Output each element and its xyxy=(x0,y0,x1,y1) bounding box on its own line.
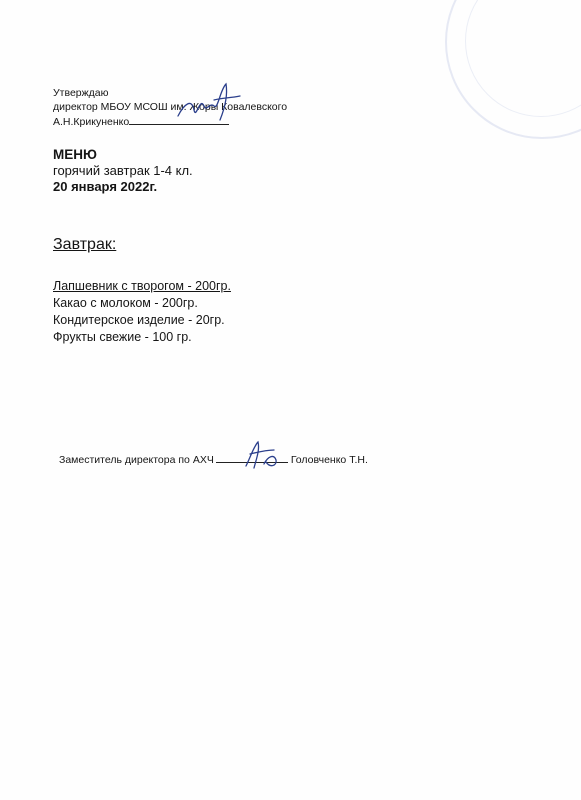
menu-subtitle: горячий завтрак 1-4 кл. xyxy=(53,163,193,178)
deputy-signature xyxy=(240,436,285,472)
approval-position: директор МБОУ МСОШ им. Жоры Ковалевского xyxy=(53,101,288,113)
footer-name: Головченко Т.Н. xyxy=(290,454,368,466)
menu-items xyxy=(53,278,231,346)
menu-date: 20 января 2022г. xyxy=(53,179,158,194)
footer-position: Заместитель директора по АХЧ xyxy=(59,454,214,466)
approval-label: Утверждаю xyxy=(53,87,109,99)
menu-item: Какао с молоком - 200гр. xyxy=(53,296,198,310)
menu-item: Лапшевник с творогом - 200гр. xyxy=(53,279,231,293)
menu-item: Фрукты свежие - 100 гр. xyxy=(53,330,192,344)
director-signature xyxy=(170,76,245,126)
menu-header xyxy=(53,147,193,195)
menu-item: Кондитерское изделие - 20гр. xyxy=(53,313,225,327)
footer-signature-block xyxy=(59,452,368,466)
stamp-mark xyxy=(445,0,581,139)
menu-title: МЕНЮ xyxy=(53,147,97,162)
breakfast-heading: Завтрак: xyxy=(53,236,117,253)
approval-name: А.Н.Крикуненко xyxy=(53,116,130,128)
